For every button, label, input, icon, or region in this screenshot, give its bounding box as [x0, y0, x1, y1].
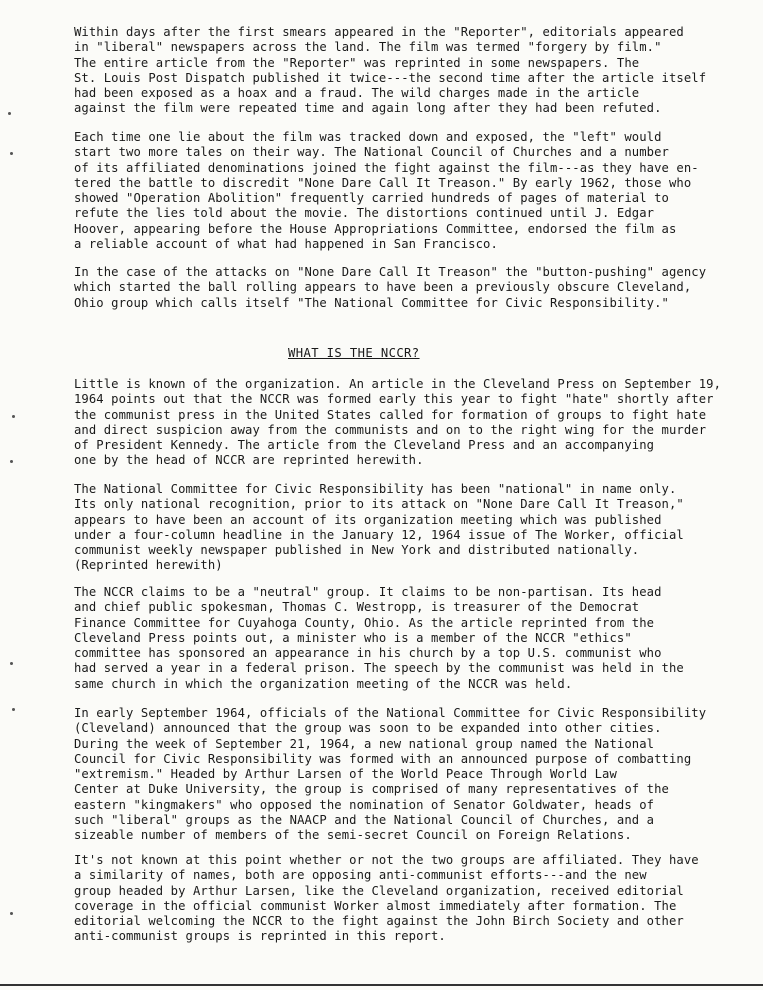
paragraph-button-pushing	[74, 265, 724, 311]
scan-speck	[10, 912, 13, 915]
paragraph-affiliation-unknown	[74, 853, 724, 945]
text-line: (Cleveland) announced that the group was soon to be expanded into other cities.	[74, 721, 662, 736]
paragraph-tracked-lies	[74, 130, 724, 252]
text-line: St. Louis Post Dispatch published it twice---the second time after the article itself	[74, 70, 707, 85]
paragraph-national-in-name	[74, 482, 724, 574]
text-line: Within days after the first smears appeared in the "Reporter", editorials appeared	[74, 25, 684, 39]
text-line: sizeable number of members of the semi-secret Council on Foreign Relations.	[74, 828, 632, 843]
scan-speck	[12, 708, 15, 711]
text-line: group headed by Arthur Larsen, like the Cleveland organization, received editorial	[74, 883, 684, 898]
text-line: the communist press in the United States called for formation of groups to fight hate	[74, 407, 707, 422]
text-line: In the case of the attacks on "None Dare Call It Treason" the "button-pushing" agency	[74, 265, 707, 279]
text-line: which started the ball rolling appears to have been a previously obscure Cleveland,	[74, 280, 692, 295]
text-line: communist weekly newspaper published in New York and distributed nationally.	[74, 543, 640, 558]
text-line: Hoover, appearing before the House Appropriations Committee, endorsed the film as	[74, 221, 677, 236]
paragraph-early-september	[74, 706, 724, 844]
text-line: of President Kennedy. The article from the Cleveland Press and an accompanying	[74, 438, 655, 453]
scan-speck	[10, 152, 13, 155]
text-line: 1964 points out that the NCCR was formed early this year to fight "hate" shortly after	[74, 392, 714, 407]
text-line: Little is known of the organization. An article in the Cleveland Press on September 19,	[74, 377, 722, 391]
text-line: Its only national recognition, prior to its attack on "None Dare Call It Treason,"	[74, 497, 684, 512]
text-line: appears to have been an account of its organization meeting which was published	[74, 512, 662, 527]
scan-speck	[12, 415, 15, 418]
text-line: had been exposed as a hoax and a fraud. The wild charges made in the article	[74, 86, 640, 101]
text-line: against the film were repeated time and again long after they had been refuted.	[74, 101, 662, 116]
scan-speck	[8, 112, 11, 115]
text-line: The entire article from the "Reporter" was reprinted in some newspapers. The	[74, 55, 640, 70]
text-line: one by the head of NCCR are reprinted herewith.	[74, 453, 424, 468]
text-line: Each time one lie about the film was tracked down and exposed, the "left" would	[74, 130, 662, 144]
text-line: had served a year in a federal prison. The speech by the communist was held in the	[74, 661, 684, 676]
text-line: Finance Committee for Cuyahoga County, Ohio. As the article reprinted from the	[74, 615, 655, 630]
text-line: "extremism." Headed by Arthur Larsen of the World Peace Through World Law	[74, 767, 617, 782]
paragraph-little-known	[74, 377, 724, 469]
scan-speck	[10, 460, 13, 463]
text-line: and chief public spokesman, Thomas C. Westropp, is treasurer of the Democrat	[74, 600, 640, 615]
text-line: Council for Civic Responsibility was formed with an announced purpose of combatting	[74, 751, 692, 766]
text-line: a reliable account of what had happened in San Francisco.	[74, 237, 498, 252]
text-line: such "liberal" groups as the NAACP and the National Council of Churches, and a	[74, 813, 655, 828]
text-line: It's not known at this point whether or not the two groups are affiliated. They have	[74, 853, 699, 867]
text-line: The National Committee for Civic Responsibility has been "national" in name only.	[74, 482, 677, 496]
text-line: in "liberal" newspapers across the land. The film was termed "forgery by film."	[74, 40, 662, 55]
text-line: under a four-column headline in the January 12, 1964 issue of The Worker, official	[74, 527, 684, 542]
text-line: a similarity of names, both are opposing anti-communist efforts---and the new	[74, 868, 647, 883]
text-line: (Reprinted herewith)	[74, 558, 223, 573]
text-line: Center at Duke University, the group is comprised of many representatives of the	[74, 782, 669, 797]
text-line: start two more tales on their way. The National Council of Churches and a number	[74, 145, 669, 160]
paragraph-reporter-smears	[74, 25, 724, 117]
text-line: and direct suspicion away from the communists and on to the right wing for the murder	[74, 422, 707, 437]
page-edge-rule	[0, 984, 763, 986]
section-heading: WHAT IS THE NCCR?	[288, 346, 420, 360]
text-line: Cleveland Press points out, a minister who is a member of the NCCR "ethics"	[74, 630, 632, 645]
text-line: showed "Operation Abolition" frequently carried hundreds of pages of material to	[74, 191, 669, 206]
text-line: anti-communist groups is reprinted in this report.	[74, 929, 446, 944]
text-line: eastern "kingmakers" who opposed the nomination of Senator Goldwater, heads of	[74, 797, 655, 812]
text-line: In early September 1964, officials of the National Committee for Civic Responsibility	[74, 706, 707, 720]
text-line: During the week of September 21, 1964, a new national group named the National	[74, 736, 655, 751]
scan-speck	[10, 662, 13, 665]
text-line: refute the lies told about the movie. The distortions continued until J. Edgar	[74, 206, 655, 221]
text-line: same church in which the organization meeting of the NCCR was held.	[74, 676, 573, 691]
text-line: The NCCR claims to be a "neutral" group. It claims to be non-partisan. Its head	[74, 585, 662, 599]
text-line: editorial welcoming the NCCR to the fight against the John Birch Society and other	[74, 914, 684, 929]
text-line: Ohio group which calls itself "The National Committee for Civic Responsibility."	[74, 295, 669, 310]
text-line: coverage in the official communist Worker almost immediately after formation. The	[74, 898, 677, 913]
text-line: of its affiliated denominations joined the fight against the film---as they have en-	[74, 160, 699, 175]
text-line: committee has sponsored an appearance in his church by a top U.S. communist who	[74, 646, 662, 661]
paragraph-neutral-group	[74, 585, 724, 692]
text-line: tered the battle to discredit "None Dare Call It Treason." By early 1962, those who	[74, 175, 692, 190]
